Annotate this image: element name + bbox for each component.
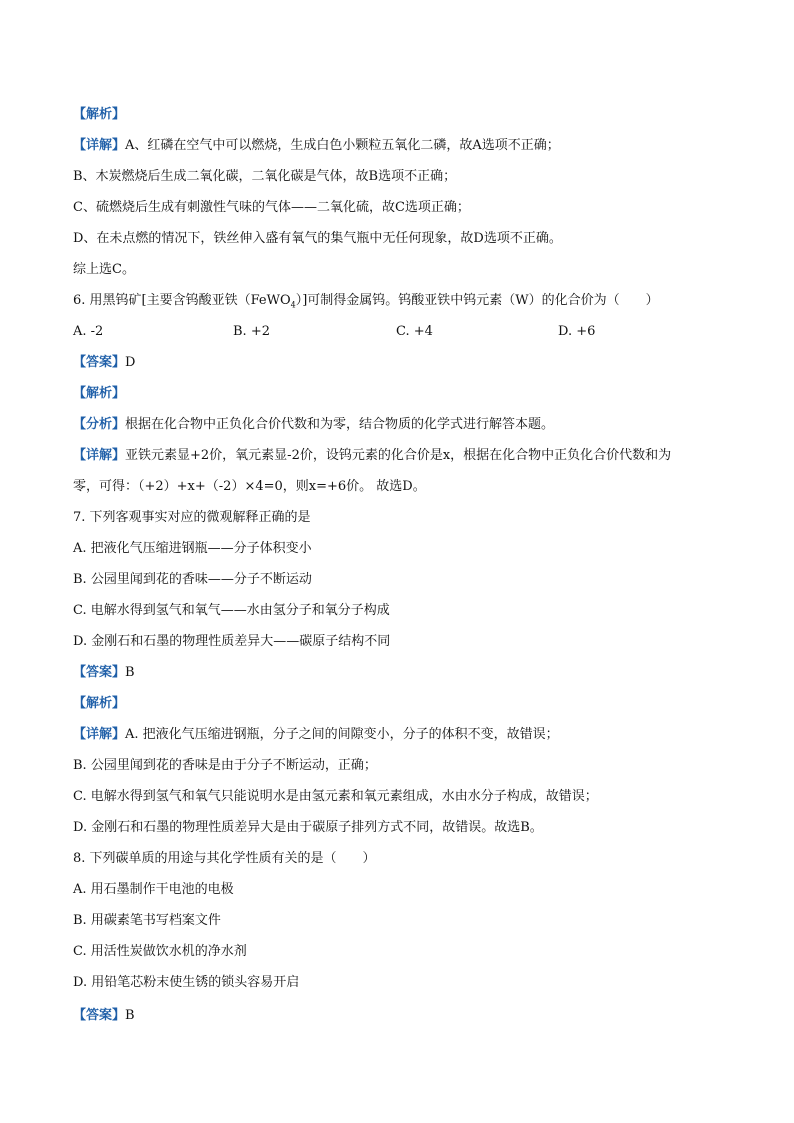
detail-label: 【详解】	[73, 727, 126, 742]
q8-option-d: D. 用铅笔芯粉末使生锈的锁头容易开启	[73, 975, 300, 990]
q7-answer	[73, 664, 733, 682]
q8-option-a: A. 用石墨制作干电池的电极	[73, 882, 234, 897]
q8-stem: 8. 下列碳单质的用途与其化学性质有关的是（ ）	[73, 851, 376, 866]
q6-stem-after: ）]可制得金属钨。钨酸亚铁中钨元素（W）的化合价为（ ）	[295, 293, 659, 308]
q8-option-b: B. 用碳素笔书写档案文件	[73, 913, 221, 928]
q6-option-d: D. +6	[558, 324, 596, 339]
q6-detail-line1	[73, 447, 733, 465]
detail-label: 【详解】	[73, 448, 126, 463]
q6-option-c: C. +4	[396, 324, 433, 339]
q6-analysis-heading	[73, 385, 733, 403]
q7-option-a: A. 把液化气压缩进钢瓶——分子体积变小	[73, 541, 312, 556]
q6-option-a: A. -2	[73, 324, 104, 339]
q6-answer	[73, 354, 733, 372]
q5-detail-c: C、硫燃烧后生成有刺激性气味的气体——二氧化硫，故C选项正确；	[73, 200, 470, 215]
q5-detail-b: B、木炭燃烧后生成二氧化碳，二氧化碳是气体，故B选项不正确；	[73, 169, 457, 184]
q7-detail-a	[73, 726, 733, 744]
q6-option-b: B. +2	[233, 324, 270, 339]
q5-summary: 综上选C。	[73, 262, 135, 277]
answer-label: 【答案】	[73, 355, 126, 370]
analysis-label: 【解析】	[73, 107, 126, 122]
q6-detail-line1-text: 亚铁元素显+2价，氧元素显-2价，设钨元素的化合价是x，根据在化合物中正负化合价代数和为	[125, 448, 672, 463]
q8-answer-value: B	[125, 1008, 135, 1023]
q6-analysis-text: 根据在化合物中正负化合价代数和为零，结合物质的化学式进行解答本题。	[125, 417, 555, 432]
q8-answer	[73, 1007, 733, 1025]
fenxi-label: 【分析】	[73, 417, 126, 432]
answer-label: 【答案】	[73, 665, 126, 680]
q6-detail-line2: 零，可得：（+2）+x+（-2）×4=0，则x=+6价。 故选D。	[73, 479, 426, 494]
q5-detail-a	[73, 137, 733, 155]
q7-analysis-heading	[73, 695, 733, 713]
q7-option-b: B. 公园里闻到花的香味——分子不断运动	[73, 572, 312, 587]
q8-option-c: C. 用活性炭做饮水机的净水剂	[73, 944, 247, 959]
q6-stem	[73, 292, 733, 310]
q7-detail-c: C. 电解水得到氢气和氧气只能说明水是由氢元素和氧元素组成，水由水分子构成，故错误；	[73, 789, 598, 804]
q7-detail-b: B. 公园里闻到花的香味是由于分子不断运动，正确；	[73, 758, 377, 773]
q6-stem-before: 6. 用黑钨矿[主要含钨酸亚铁（FeWO	[73, 293, 291, 308]
q5-detail-d: D、在未点燃的情况下，铁丝伸入盛有氧气的集气瓶中无任何现象，故D选项不正确。	[73, 231, 562, 246]
q7-detail-a-text: A. 把液化气压缩进钢瓶，分子之间的间隙变小，分子的体积不变，故错误；	[125, 727, 559, 742]
q5-analysis-heading	[73, 106, 733, 124]
q5-detail-a-text: A、红磷在空气中可以燃烧，生成白色小颗粒五氧化二磷，故A选项不正确；	[125, 138, 560, 153]
q6-stem-subscript: 4	[290, 300, 296, 310]
q7-option-d: D. 金刚石和石墨的物理性质差异大——碳原子结构不同	[73, 634, 391, 649]
answer-label: 【答案】	[73, 1008, 126, 1023]
q6-answer-value: D	[125, 355, 136, 370]
analysis-label: 【解析】	[73, 696, 126, 711]
q7-answer-value: B	[125, 665, 135, 680]
detail-label: 【详解】	[73, 138, 126, 153]
q6-analysis	[73, 416, 733, 434]
analysis-label: 【解析】	[73, 386, 126, 401]
q7-option-c: C. 电解水得到氢气和氧气——水由氢分子和氧分子构成	[73, 603, 390, 618]
q7-detail-d: D. 金刚石和石墨的物理性质差异大是由于碳原子排列方式不同，故错误。故选B。	[73, 820, 543, 835]
q7-stem: 7. 下列客观事实对应的微观解释正确的是	[73, 510, 311, 525]
